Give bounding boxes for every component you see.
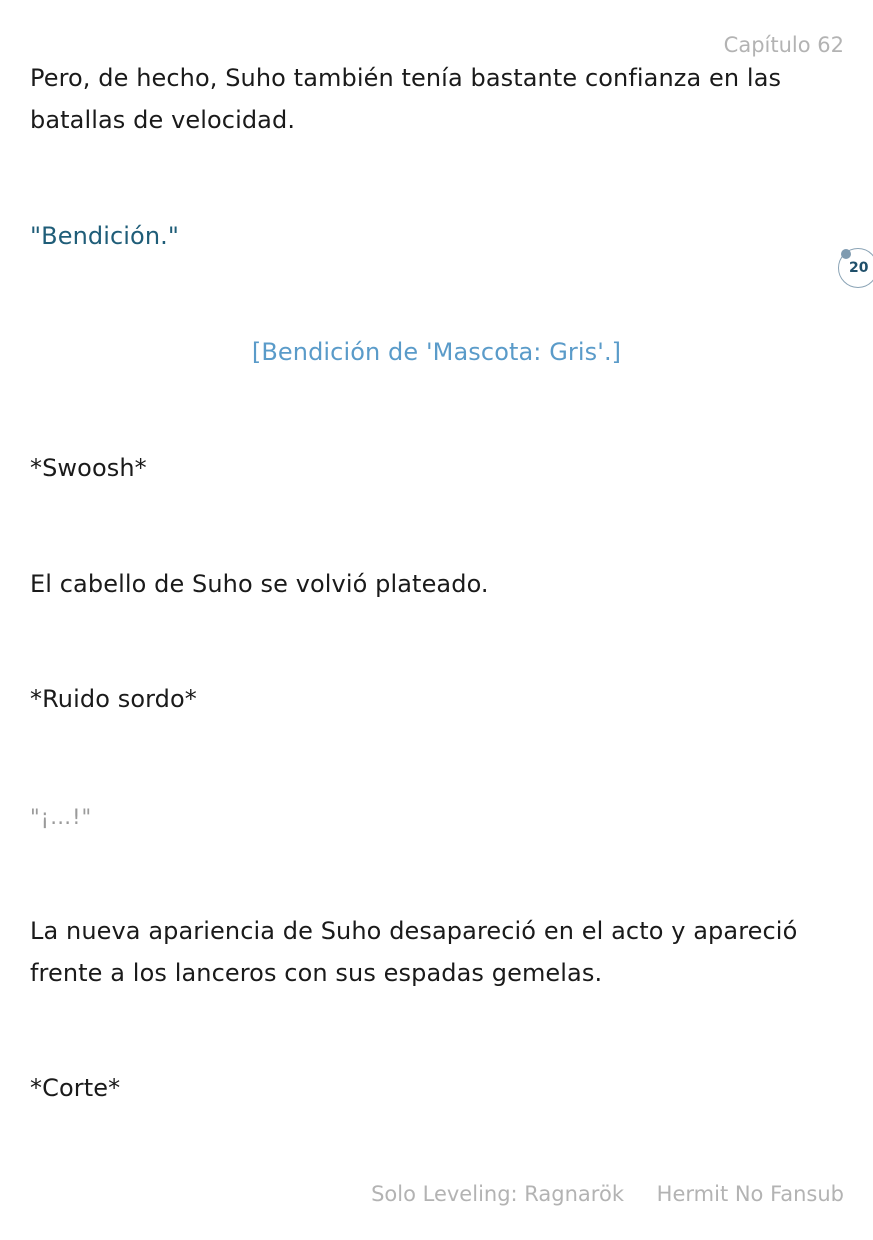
sound-effect: *Corte*	[30, 1074, 121, 1102]
paragraph: La nueva apariencia de Suho desapareció en el acto y apareció frente a los lanceros con sus espadas gemelas.	[30, 917, 798, 987]
sound-effect: *Swoosh*	[30, 454, 147, 482]
chapter-label: Capítulo 62	[723, 33, 844, 57]
paragraph: Pero, de hecho, Suho también tenía bastante confianza en las batallas de velocidad.	[30, 64, 782, 134]
dialogue-line: "Bendición."	[30, 222, 180, 250]
footer-group-name: Hermit No Fansub	[656, 1182, 844, 1206]
page-indicator-dot	[841, 249, 851, 259]
paragraph: El cabello de Suho se volvió plateado.	[30, 570, 489, 598]
sound-effect: *Ruido sordo*	[30, 685, 197, 713]
footer-series-title: Solo Leveling: Ragnarök	[371, 1182, 624, 1206]
page-number: 20	[849, 260, 869, 276]
system-message: [Bendición de 'Mascota: Gris'.]	[251, 338, 622, 366]
exclamation-line: "¡…!"	[30, 805, 93, 829]
page-indicator[interactable]	[838, 248, 873, 288]
footer	[371, 1182, 844, 1206]
